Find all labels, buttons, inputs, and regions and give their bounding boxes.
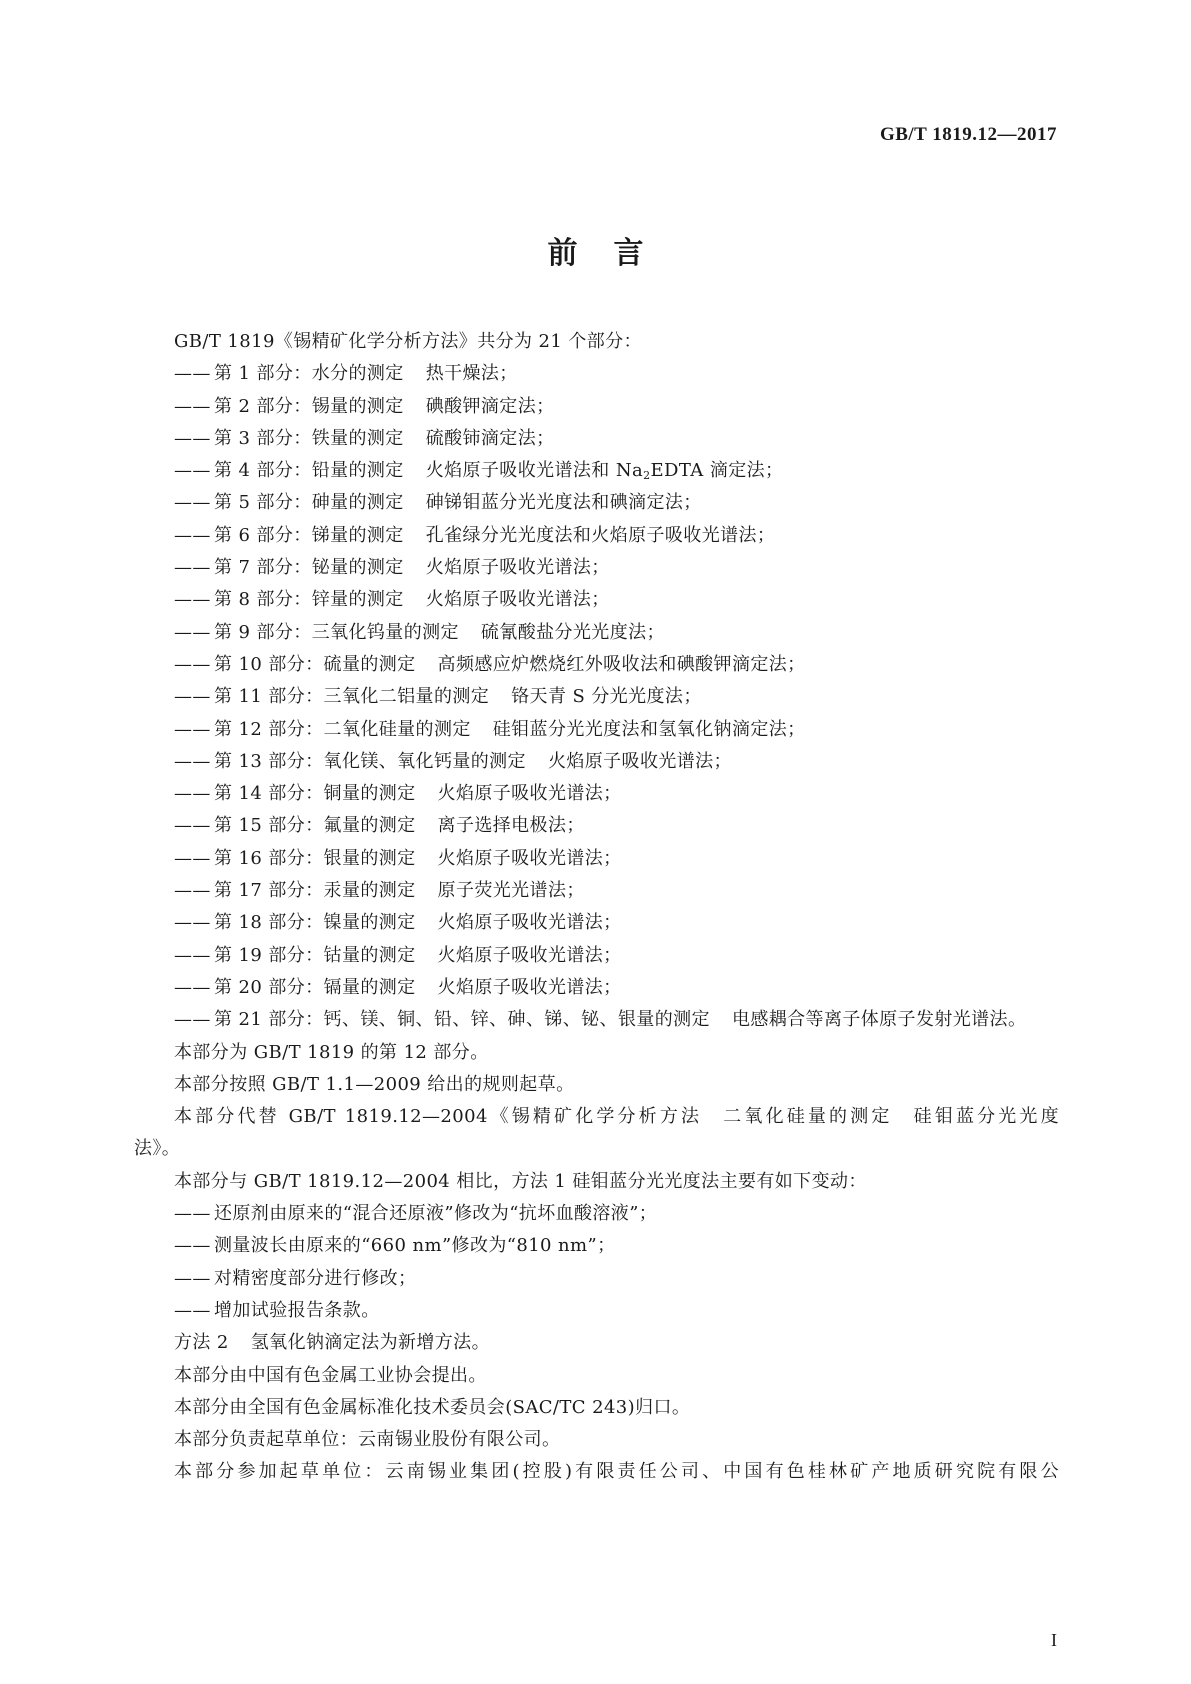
list-item: —— 第 15 部分：氟量的测定 离子选择电极法； [174, 815, 585, 837]
page-number: I [1051, 1630, 1057, 1650]
list-item: —— 第 19 部分：钴量的测定 火焰原子吸收光谱法； [174, 944, 622, 966]
foreword-body [134, 326, 1059, 1489]
list-item: —— 第 21 部分：钙、镁、铜、铅、锌、砷、锑、铋、银量的测定 电感耦合等离子体原子发射光谱法。 [174, 1009, 1027, 1031]
page-title: 前言 [547, 236, 680, 271]
intro-paragraph: GB/T 1819《锡精矿化学分析方法》共分为 21 个部分： [174, 331, 642, 352]
list-item: —— 第 18 部分：镍量的测定 火焰原子吸收光谱法； [174, 912, 622, 934]
list-item: —— 第 8 部分：锌量的测定 火焰原子吸收光谱法； [174, 589, 610, 611]
list-item: —— 增加试验报告条款。 [174, 1299, 380, 1321]
standard-code: GB/T 1819.12—2017 [879, 124, 1057, 145]
proposed-by-paragraph: 本部分由中国有色金属工业协会提出。 [174, 1364, 487, 1386]
drafting-rules-paragraph: 本部分按照 GB/T 1.1—2009 给出的规则起草。 [174, 1073, 575, 1095]
list-item: —— 第 13 部分：氧化镁、氧化钙量的测定 火焰原子吸收光谱法； [174, 750, 732, 772]
part-of-paragraph: 本部分为 GB/T 1819 的第 12 部分。 [174, 1041, 489, 1063]
list-item: —— 第 9 部分：三氧化钨量的测定 硫氰酸盐分光光度法； [174, 621, 665, 643]
list-item: —— 第 14 部分：铜量的测定 火焰原子吸收光谱法； [174, 783, 622, 805]
replaces-paragraph-line2: 法》。 [134, 1138, 181, 1160]
list-item: —— 第 16 部分：银量的测定 火焰原子吸收光谱法； [174, 847, 622, 869]
list-item: —— 第 20 部分：镉量的测定 火焰原子吸收光谱法； [174, 976, 622, 998]
list-item: —— 第 7 部分：铋量的测定 火焰原子吸收光谱法； [174, 557, 610, 579]
list-item: —— 测量波长由原来的“660 nm”修改为“810 nm”； [174, 1235, 616, 1257]
list-item: —— 第 5 部分：砷量的测定 砷锑钼蓝分光光度法和碘滴定法； [174, 492, 702, 514]
list-item: —— 第 6 部分：锑量的测定 孔雀绿分光光度法和火焰原子吸收光谱法； [174, 524, 776, 546]
responsible-unit-paragraph: 本部分负责起草单位：云南锡业股份有限公司。 [174, 1429, 561, 1451]
list-item: —— 第 2 部分：锡量的测定 碘酸钾滴定法； [174, 395, 555, 417]
list-item: —— 第 10 部分：硫量的测定 高频感应炉燃烧红外吸收法和碘酸钾滴定法； [174, 653, 806, 675]
list-item: —— 对精密度部分进行修改； [174, 1267, 417, 1289]
list-item: —— 第 17 部分：汞量的测定 原子荧光光谱法； [174, 880, 585, 902]
changes-intro-paragraph: 本部分与 GB/T 1819.12—2004 相比，方法 1 硅钼蓝分光光度法主要有如下变动： [174, 1170, 867, 1192]
list-item: —— 第 1 部分：水分的测定 热干燥法； [174, 363, 518, 385]
participating-units-paragraph: 本部分参加起草单位：云南锡业集团(控股)有限责任公司、中国有色桂林矿产地质研究院有限公 [174, 1461, 1059, 1483]
list-item: —— 第 11 部分：三氧化二铝量的测定 铬天青 S 分光光度法； [174, 686, 702, 708]
list-item: —— 第 12 部分：二氧化硅量的测定 硅钼蓝分光光度法和氢氧化钠滴定法； [174, 718, 806, 740]
list-item: —— 还原剂由原来的“混合还原液”修改为“抗坏血酸溶液”； [174, 1203, 658, 1225]
method2-paragraph: 方法 2 氢氧化钠滴定法为新增方法。 [174, 1332, 490, 1354]
replaces-paragraph-line1: 本部分代替 GB/T 1819.12—2004《锡精矿化学分析方法 二氧化硅量的测定 硅钼蓝分光光度 [174, 1106, 1059, 1128]
list-item: —— 第 3 部分：铁量的测定 硫酸铈滴定法； [174, 427, 555, 449]
list-item: —— 第 4 部分：铅量的测定 火焰原子吸收光谱法和 $Na_2EDTA$ 滴定法； [174, 460, 784, 483]
changes-list [134, 1198, 1059, 1327]
parts-list [134, 358, 1059, 1036]
centralized-by-paragraph: 本部分由全国有色金属标准化技术委员会(SAC/TC 243)归口。 [174, 1396, 691, 1418]
